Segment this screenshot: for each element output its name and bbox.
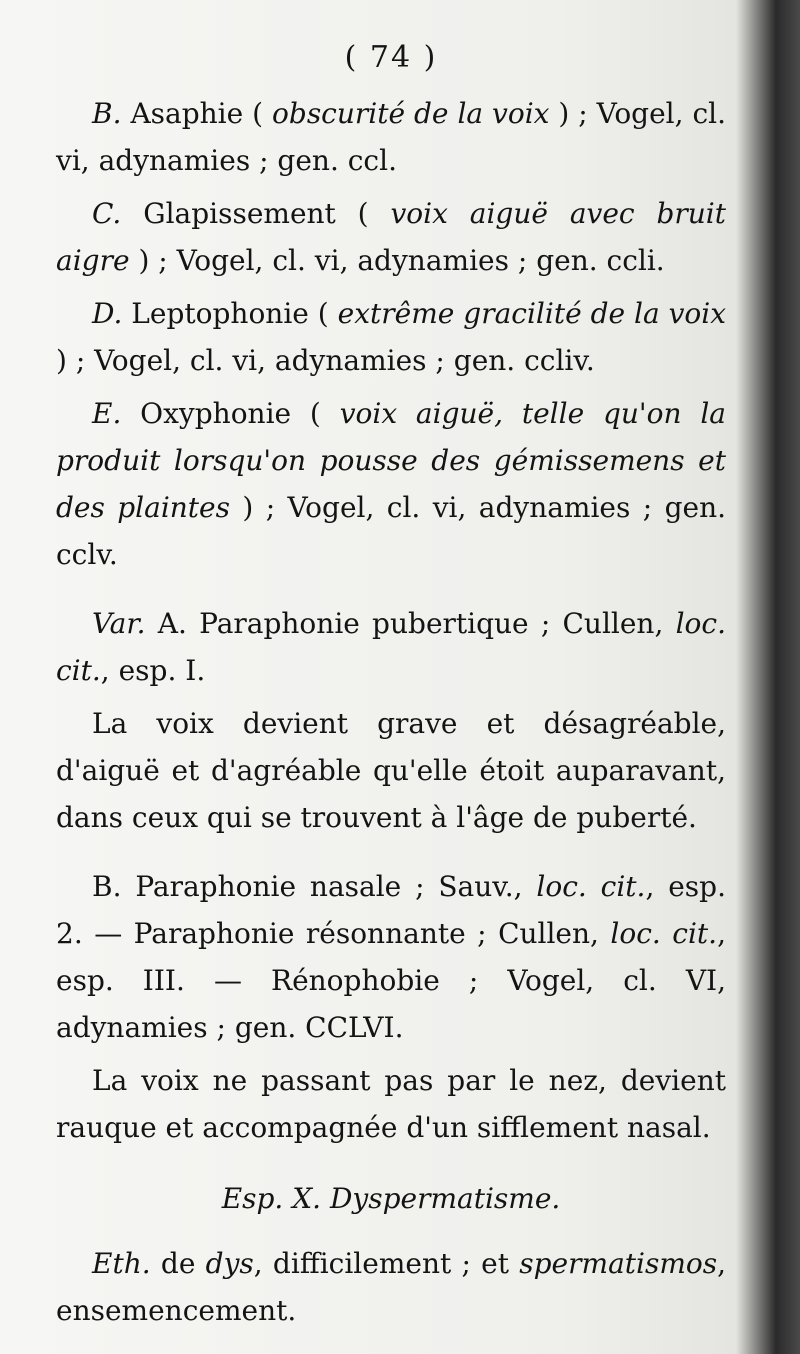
entry-gloss: voix aiguë, telle qu'on la produit lorsqu'on pousse des gémissemens et des plaintes — [56, 397, 726, 524]
entry-letter: C. — [92, 197, 122, 230]
entry-reference: ) ; Vogel, cl. vi, adynamies ; gen. cclv. — [56, 491, 727, 571]
etymology-greek-dys: dys — [205, 1247, 254, 1280]
entry-letter: D. — [92, 297, 123, 330]
variety-b-ref2: loc. cit. — [610, 917, 718, 950]
etymology-text1: de — [160, 1247, 196, 1280]
etymology-text2: , difficilement ; et — [253, 1247, 509, 1280]
entry-letter: E. — [92, 397, 122, 430]
variety-b-part3: , esp. III. — Rénophobie ; Vogel, cl. VI, adynamies ; gen. CCLVI. — [56, 917, 726, 1044]
variety-ref: loc. cit. — [56, 607, 726, 687]
variety-b-part1: B. Paraphonie nasale ; Sauv., — [92, 870, 523, 903]
entry-name: Oxyphonie ( — [140, 397, 321, 430]
entry-reference: ) ; Vogel, cl. vi, adynamies ; gen. ccl. — [56, 97, 727, 177]
variety-a-description: La voix devient grave et désagréable, d'aiguë et d'agréable qu'elle étoit auparavant, dans ceux qui se trouvent à l'âge de puberté. — [56, 707, 726, 834]
page-number: ( 74 ) — [344, 40, 438, 75]
etymology — [56, 1240, 726, 1334]
entry-reference: ) ; Vogel, cl. vi, adynamies ; gen. ccli. — [138, 244, 665, 277]
entry-name: Leptophonie ( — [131, 297, 329, 330]
entry-letter: B. — [92, 97, 122, 130]
variety-label: Var. — [92, 607, 146, 640]
variety-b-description: La voix ne passant pas par le nez, devient rauque et accompagnée d'un sifflement nasal. — [56, 1064, 726, 1144]
variety-ref-after: , esp. I. — [100, 654, 206, 687]
entry-glapissement — [56, 190, 726, 284]
variety-b-ref1: loc. cit. — [536, 870, 646, 903]
entry-gloss: voix aiguë avec bruit aigre — [56, 197, 726, 277]
page-content — [56, 40, 726, 1334]
entry-leptophonie — [56, 290, 726, 384]
etymology-greek-spermatismos: spermatismos — [519, 1247, 718, 1280]
variety-text: A. Paraphonie pubertique ; Cullen, — [157, 607, 664, 640]
entry-gloss: obscurité de la voix — [272, 97, 550, 130]
etymology-text3: , ensemencement. — [56, 1247, 727, 1327]
entry-name: Asaphie ( — [130, 97, 264, 130]
etymology-label: Eth. — [92, 1247, 151, 1280]
variety-b — [56, 863, 726, 1051]
variety-a — [56, 600, 726, 694]
variety-b-part2: , esp. 2. — Paraphonie résonnante ; Cullen, — [56, 870, 726, 950]
entry-asaphie — [56, 90, 726, 184]
entry-gloss: extrême gracilité de la voix — [337, 297, 726, 330]
entry-oxyphonie — [56, 390, 726, 578]
entry-reference: ) ; Vogel, cl. vi, adynamies ; gen. ccliv. — [56, 344, 595, 377]
species-heading: Esp. X. Dyspermatisme. — [221, 1182, 561, 1215]
entry-name: Glapissement ( — [143, 197, 369, 230]
